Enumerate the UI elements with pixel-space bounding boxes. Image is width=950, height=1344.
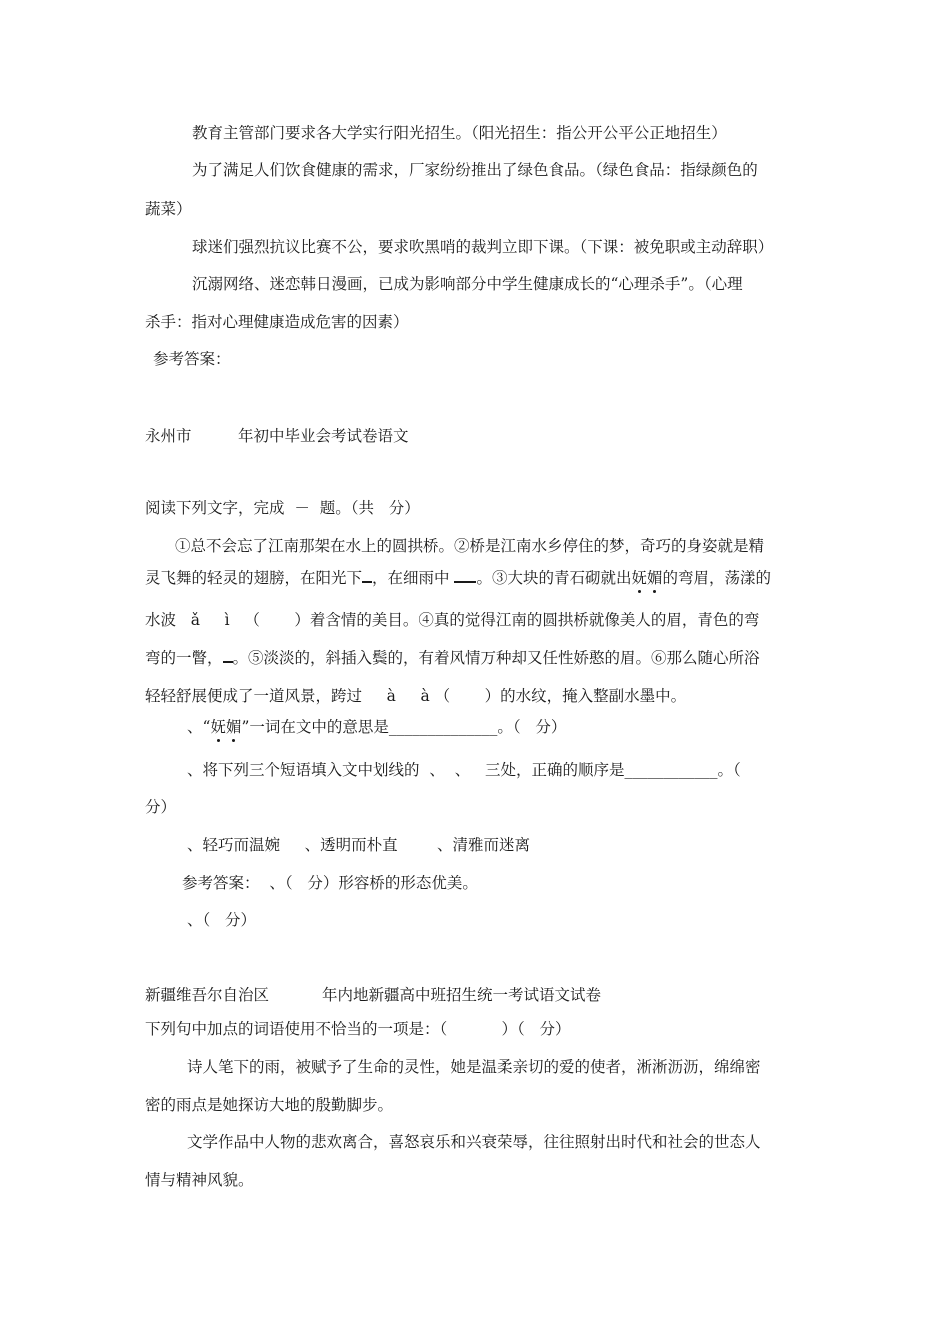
passage-line-1: ①总不会忘了江南那架在水上的圆拱桥。②桥是江南水乡停住的梦，奇巧的身姿就是精 xyxy=(175,537,765,555)
question-3: 下列句中加点的词语使用不恰当的一项是：（ ）（ 分） xyxy=(145,1020,571,1038)
passage-line-5: 轻轻舒展便成了一道风景，跨过 à à （ ）的水纹，掩入整副水墨中。 xyxy=(145,687,687,705)
sentence-4-cont: 杀手：指对心理健康造成危害的因素） xyxy=(145,313,409,331)
passage-line-2 xyxy=(145,571,771,587)
reference-answer-1: 参考答案： 、（ 分）形容桥的形态优美。 xyxy=(182,874,478,892)
passage-text: 灵飞舞的轻灵的翅膀，在阳光下 xyxy=(145,569,363,587)
reference-answer-2: 、（ 分） xyxy=(187,911,257,929)
passage-text: 弯的一瞥， xyxy=(145,649,223,667)
passage-text: 。③大块的青石砌就出 xyxy=(476,569,632,587)
dotted-char: 媚 xyxy=(225,718,242,736)
exam-title-place: 永州市 xyxy=(145,427,192,445)
blank-3 xyxy=(223,661,233,663)
question-2-cont: 分） xyxy=(145,798,177,816)
option-a-line-1: 诗人笔下的雨，被赋予了生命的灵性，她是温柔亲切的爱的使者，淅淅沥沥，绵绵密 xyxy=(187,1058,761,1076)
passage-text: 。⑤淡淡的，斜插入鬓的，有着风情万种却又任性娇憨的眉。⑥那么随心所浴 xyxy=(232,649,760,667)
dotted-char: 媚 xyxy=(647,569,663,587)
blank-2 xyxy=(454,581,476,583)
exam-title: 年初中毕业会考试卷语文 xyxy=(238,427,409,445)
sentence-2-cont: 蔬菜） xyxy=(145,200,192,218)
dotted-char: 妩 xyxy=(631,569,647,587)
passage-text: 的弯眉，荡漾的 xyxy=(662,569,772,587)
dotted-char: 妩 xyxy=(210,718,226,736)
passage-line-4 xyxy=(145,651,760,667)
exam-title-2: 年内地新疆高中班招生统一考试语文试卷 xyxy=(322,986,602,1004)
question-2: 、将下列三个短语填入文中划线的 、 、 三处，正确的顺序是____________。（ xyxy=(187,761,741,779)
passage-line-3: 水波 ǎ ì （ ）着含情的美目。④真的觉得江南的圆拱桥就像美人的眉，青色的弯 xyxy=(145,611,760,629)
reading-instruction: 阅读下列文字，完成 － 题。（共 分） xyxy=(145,499,420,517)
exam-title-place-2: 新疆维吾尔自治区 xyxy=(145,986,270,1004)
sentence-4: 沉溺网络、迷恋韩日漫画，已成为影响部分中学生健康成长的“心理杀手”。（心理 xyxy=(192,275,743,293)
question-1 xyxy=(187,720,566,736)
sentence-3: 球迷们强烈抗议比赛不公，要求吹黑哨的裁判立即下课。（下课：被免职或主动辞职） xyxy=(192,238,774,256)
option-b-line-1: 文学作品中人物的悲欢离合，喜怒哀乐和兴衰荣辱，往往照射出时代和社会的世态人 xyxy=(187,1133,761,1151)
question-text: 、“ xyxy=(187,718,211,736)
passage-text: ，在细雨中 xyxy=(372,569,450,587)
phrase-options: 、轻巧而温婉 、透明而朴直 、清雅而迷离 xyxy=(187,836,531,854)
option-b-line-2: 情与精神风貌。 xyxy=(145,1171,254,1189)
sentence-1: 教育主管部门要求各大学实行阳光招生。（阳光招生：指公开公平公正地招生） xyxy=(192,124,727,142)
blank-1 xyxy=(362,581,372,583)
question-text: ”一词在文中的意思是______________。（ 分） xyxy=(241,718,567,736)
option-a-line-2: 密的雨点是她探访大地的殷勤脚步。 xyxy=(145,1096,394,1114)
sentence-2: 为了满足人们饮食健康的需求，厂家纷纷推出了绿色食品。（绿色食品：指绿颜色的 xyxy=(192,161,758,179)
reference-answer-label: 参考答案： xyxy=(153,350,231,368)
